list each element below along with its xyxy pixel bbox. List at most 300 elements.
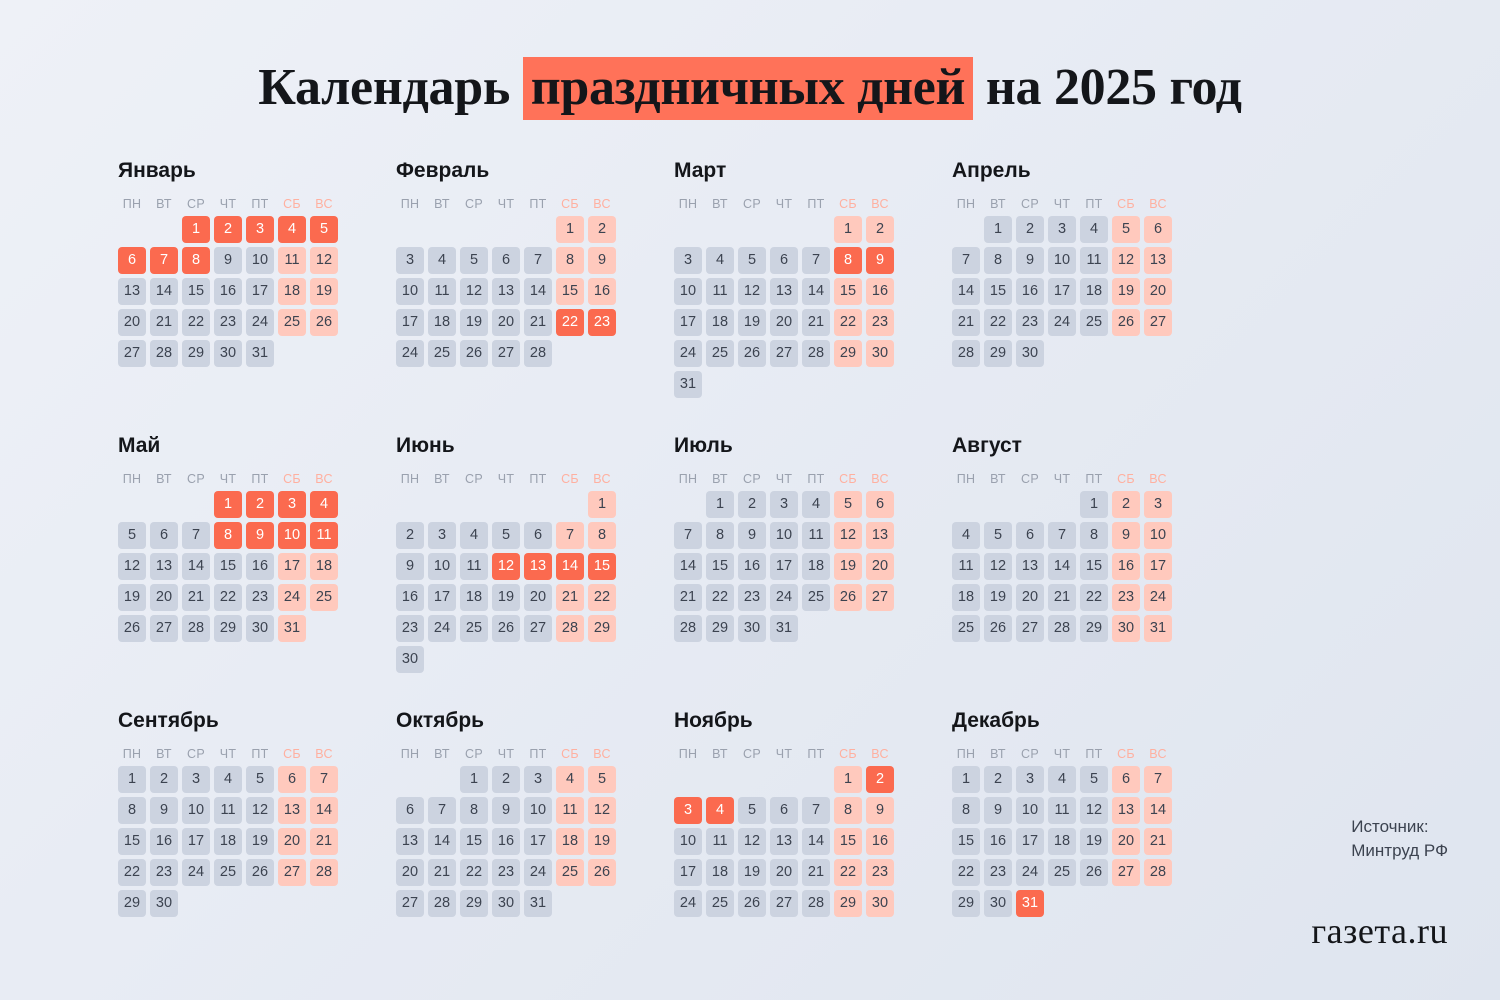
day-cell-weekend: 19: [588, 828, 616, 855]
day-cell-weekend: 22: [834, 309, 862, 336]
weekday-label: ВС: [315, 747, 333, 761]
day-cell-workday: 23: [984, 859, 1012, 886]
weekday-label: ВС: [593, 472, 611, 486]
day-cell-workday: 26: [246, 859, 274, 886]
day-cell-workday: 25: [214, 859, 242, 886]
month-block: [118, 434, 396, 709]
day-cell-weekend: 7: [310, 766, 338, 793]
month-days: [118, 491, 396, 642]
day-cell-workday: 18: [706, 309, 734, 336]
day-cell-holiday: 15: [588, 553, 616, 580]
day-cell-weekend: 14: [1144, 797, 1172, 824]
day-cell-workday: 18: [214, 828, 242, 855]
day-cell-workday: 28: [428, 890, 456, 917]
day-cell-workday: 18: [952, 584, 980, 611]
day-cell-holiday: 22: [556, 309, 584, 336]
day-cell-workday: 5: [738, 247, 766, 274]
day-cell-workday: 13: [770, 278, 798, 305]
day-cell-workday: 2: [984, 766, 1012, 793]
month-name: Август: [952, 434, 1022, 457]
day-cell-workday: 5: [738, 797, 766, 824]
month-block: [952, 434, 1230, 709]
weekday-label: СБ: [283, 197, 301, 211]
day-cell-weekend: 20: [1112, 828, 1140, 855]
day-cell-workday: 12: [118, 553, 146, 580]
day-cell-workday: 11: [952, 553, 980, 580]
weekday-label: СБ: [561, 472, 579, 486]
day-cell-workday: 6: [524, 522, 552, 549]
day-cell-weekend: 16: [588, 278, 616, 305]
weekday-label: ВТ: [990, 747, 1006, 761]
day-cell-workday: 13: [1016, 553, 1044, 580]
weekday-label: ПТ: [529, 747, 547, 761]
day-cell-empty: [524, 216, 552, 243]
month-name: Май: [118, 434, 161, 457]
day-cell-workday: 23: [150, 859, 178, 886]
day-cell-weekend: 31: [278, 615, 306, 642]
day-cell-weekend: 24: [1144, 584, 1172, 611]
weekday-label: СР: [1021, 472, 1039, 486]
weekday-label: ЧТ: [219, 747, 237, 761]
day-cell-empty: [556, 491, 584, 518]
day-cell-workday: 30: [246, 615, 274, 642]
day-cell-workday: 20: [1016, 584, 1044, 611]
day-cell-empty: [706, 766, 734, 793]
day-cell-weekend: 6: [278, 766, 306, 793]
day-cell-workday: 1: [952, 766, 980, 793]
day-cell-workday: 12: [738, 828, 766, 855]
day-cell-workday: 14: [802, 278, 830, 305]
day-cell-holiday: 4: [278, 216, 306, 243]
day-cell-workday: 6: [396, 797, 424, 824]
day-cell-workday: 7: [1048, 522, 1076, 549]
day-cell-empty: [770, 216, 798, 243]
day-cell-holiday: 7: [150, 247, 178, 274]
day-cell-workday: 23: [214, 309, 242, 336]
day-cell-holiday: 2: [214, 216, 242, 243]
day-cell-workday: 3: [1048, 216, 1076, 243]
day-cell-workday: 7: [524, 247, 552, 274]
day-cell-weekend: 9: [588, 247, 616, 274]
day-cell-workday: 7: [674, 522, 702, 549]
day-cell-workday: 6: [1016, 522, 1044, 549]
day-cell-workday: 28: [182, 615, 210, 642]
day-cell-workday: 9: [738, 522, 766, 549]
day-cell-workday: 4: [428, 247, 456, 274]
weekday-label: СБ: [1117, 472, 1135, 486]
month-name: Январь: [118, 159, 196, 182]
weekday-header-row: [118, 197, 396, 211]
day-cell-workday: 23: [738, 584, 766, 611]
weekday-label: ПТ: [1085, 197, 1103, 211]
day-cell-holiday: 4: [706, 797, 734, 824]
day-cell-workday: 11: [802, 522, 830, 549]
day-cell-workday: 10: [428, 553, 456, 580]
month-days: [674, 766, 952, 917]
day-cell-workday: 13: [118, 278, 146, 305]
day-cell-workday: 3: [396, 247, 424, 274]
day-cell-workday: 17: [770, 553, 798, 580]
day-cell-weekend: 3: [1144, 491, 1172, 518]
day-cell-weekend: 2: [588, 216, 616, 243]
day-cell-workday: 29: [1080, 615, 1108, 642]
day-cell-workday: 31: [674, 371, 702, 398]
weekday-label: ВС: [593, 197, 611, 211]
day-cell-workday: 27: [492, 340, 520, 367]
day-cell-weekend: 11: [278, 247, 306, 274]
day-cell-weekend: 4: [556, 766, 584, 793]
month-block: [118, 709, 396, 984]
day-cell-workday: 7: [428, 797, 456, 824]
weekday-label: ПН: [956, 472, 976, 486]
day-cell-weekend: 13: [866, 522, 894, 549]
weekday-label: ПТ: [251, 197, 269, 211]
day-cell-workday: 4: [706, 247, 734, 274]
day-cell-workday: 16: [246, 553, 274, 580]
day-cell-workday: 19: [460, 309, 488, 336]
day-cell-holiday: 3: [246, 216, 274, 243]
day-cell-workday: 7: [182, 522, 210, 549]
weekday-label: ПТ: [1085, 472, 1103, 486]
weekday-label: ПН: [956, 747, 976, 761]
day-cell-workday: 21: [802, 309, 830, 336]
month-days: [674, 216, 952, 398]
day-cell-workday: 25: [706, 890, 734, 917]
day-cell-workday: 8: [706, 522, 734, 549]
day-cell-weekend: 16: [1112, 553, 1140, 580]
day-cell-workday: 14: [428, 828, 456, 855]
day-cell-weekend: 15: [834, 278, 862, 305]
day-cell-workday: 22: [706, 584, 734, 611]
day-cell-weekend: 9: [1112, 522, 1140, 549]
weekday-label: ПТ: [1085, 747, 1103, 761]
day-cell-workday: 20: [770, 859, 798, 886]
day-cell-workday: 12: [738, 278, 766, 305]
page-title-part1: Календарь: [258, 59, 523, 116]
weekday-header-row: [952, 747, 1230, 761]
day-cell-holiday: 2: [866, 766, 894, 793]
day-cell-empty: [674, 766, 702, 793]
day-cell-workday: 8: [460, 797, 488, 824]
day-cell-weekend: 20: [278, 828, 306, 855]
day-cell-weekend: 18: [556, 828, 584, 855]
weekday-label: ПН: [122, 472, 142, 486]
day-cell-workday: 22: [182, 309, 210, 336]
day-cell-holiday: 3: [674, 797, 702, 824]
page-title: [0, 0, 1500, 117]
month-name: Июль: [674, 434, 733, 457]
day-cell-workday: 2: [738, 491, 766, 518]
day-cell-workday: 31: [246, 340, 274, 367]
weekday-label: ПН: [678, 747, 698, 761]
day-cell-workday: 19: [118, 584, 146, 611]
day-cell-workday: 27: [524, 615, 552, 642]
weekday-label: ЧТ: [775, 472, 793, 486]
day-cell-holiday: 9: [866, 247, 894, 274]
day-cell-weekend: 7: [1144, 766, 1172, 793]
month-block: [952, 159, 1230, 434]
month-days: [118, 766, 396, 917]
day-cell-weekend: 15: [834, 828, 862, 855]
day-cell-workday: 18: [460, 584, 488, 611]
day-cell-holiday: 11: [310, 522, 338, 549]
day-cell-workday: 13: [150, 553, 178, 580]
day-cell-workday: 11: [706, 828, 734, 855]
weekday-label: ЧТ: [497, 747, 515, 761]
day-cell-weekend: 29: [834, 890, 862, 917]
day-cell-workday: 10: [524, 797, 552, 824]
day-cell-workday: 26: [738, 340, 766, 367]
weekday-label: ВТ: [156, 197, 172, 211]
weekday-label: СР: [465, 747, 483, 761]
day-cell-empty: [492, 216, 520, 243]
weekday-label: СБ: [283, 747, 301, 761]
month-block: [396, 434, 674, 709]
day-cell-weekend: 8: [834, 797, 862, 824]
day-cell-workday: 11: [460, 553, 488, 580]
day-cell-workday: 29: [952, 890, 980, 917]
day-cell-holiday: 4: [310, 491, 338, 518]
day-cell-workday: 1: [1080, 491, 1108, 518]
weekday-label: ПН: [956, 197, 976, 211]
calendar-grid: [118, 159, 1298, 984]
weekday-label: ПН: [678, 472, 698, 486]
weekday-label: ВС: [315, 472, 333, 486]
day-cell-workday: 30: [150, 890, 178, 917]
weekday-label: ЧТ: [775, 747, 793, 761]
day-cell-workday: 7: [802, 247, 830, 274]
day-cell-workday: 21: [524, 309, 552, 336]
day-cell-workday: 15: [182, 278, 210, 305]
page-title-part2: на 2025 год: [973, 59, 1242, 116]
day-cell-workday: 20: [524, 584, 552, 611]
day-cell-holiday: 3: [278, 491, 306, 518]
day-cell-workday: 3: [182, 766, 210, 793]
day-cell-weekend: 21: [556, 584, 584, 611]
day-cell-weekend: 29: [834, 340, 862, 367]
day-cell-weekend: 19: [1112, 278, 1140, 305]
source-label: Источник:: [1351, 816, 1429, 836]
weekday-label: ЧТ: [775, 197, 793, 211]
day-cell-workday: 13: [770, 828, 798, 855]
day-cell-workday: 20: [770, 309, 798, 336]
day-cell-weekend: 21: [310, 828, 338, 855]
day-cell-empty: [952, 216, 980, 243]
day-cell-workday: 9: [150, 797, 178, 824]
day-cell-workday: 11: [1080, 247, 1108, 274]
day-cell-workday: 16: [214, 278, 242, 305]
day-cell-workday: 28: [802, 340, 830, 367]
day-cell-weekend: 5: [1112, 216, 1140, 243]
day-cell-workday: 15: [706, 553, 734, 580]
day-cell-empty: [738, 216, 766, 243]
day-cell-workday: 23: [492, 859, 520, 886]
day-cell-workday: 29: [118, 890, 146, 917]
month-name: Октябрь: [396, 709, 485, 732]
day-cell-workday: 25: [428, 340, 456, 367]
weekday-label: ПТ: [251, 472, 269, 486]
weekday-label: ЧТ: [1053, 747, 1071, 761]
day-cell-workday: 31: [770, 615, 798, 642]
weekday-label: ПТ: [807, 197, 825, 211]
day-cell-weekend: 12: [588, 797, 616, 824]
month-block: [674, 159, 952, 434]
day-cell-empty: [460, 216, 488, 243]
weekday-header-row: [118, 472, 396, 486]
day-cell-empty: [396, 216, 424, 243]
day-cell-weekend: 31: [1144, 615, 1172, 642]
day-cell-empty: [396, 766, 424, 793]
month-name: Июнь: [396, 434, 455, 457]
day-cell-workday: 9: [492, 797, 520, 824]
day-cell-weekend: 30: [1112, 615, 1140, 642]
day-cell-workday: 24: [524, 859, 552, 886]
day-cell-workday: 8: [1080, 522, 1108, 549]
day-cell-workday: 22: [1080, 584, 1108, 611]
day-cell-workday: 25: [460, 615, 488, 642]
day-cell-workday: 10: [396, 278, 424, 305]
day-cell-weekend: 2: [866, 216, 894, 243]
day-cell-workday: 15: [952, 828, 980, 855]
day-cell-empty: [802, 766, 830, 793]
day-cell-weekend: 2: [1112, 491, 1140, 518]
day-cell-weekend: 17: [278, 553, 306, 580]
day-cell-weekend: 9: [866, 797, 894, 824]
day-cell-weekend: 23: [1112, 584, 1140, 611]
month-name: Ноябрь: [674, 709, 753, 732]
weekday-label: ЧТ: [219, 197, 237, 211]
day-cell-workday: 29: [984, 340, 1012, 367]
day-cell-workday: 20: [118, 309, 146, 336]
day-cell-holiday: 9: [246, 522, 274, 549]
day-cell-workday: 3: [524, 766, 552, 793]
day-cell-weekend: 1: [556, 216, 584, 243]
day-cell-workday: 28: [674, 615, 702, 642]
day-cell-holiday: 2: [246, 491, 274, 518]
weekday-label: ПН: [122, 197, 142, 211]
day-cell-weekend: 6: [1144, 216, 1172, 243]
weekday-label: СБ: [561, 197, 579, 211]
day-cell-empty: [460, 491, 488, 518]
day-cell-empty: [952, 491, 980, 518]
day-cell-workday: 17: [428, 584, 456, 611]
day-cell-workday: 16: [150, 828, 178, 855]
month-days: [396, 766, 674, 917]
day-cell-workday: 30: [396, 646, 424, 673]
day-cell-workday: 27: [150, 615, 178, 642]
weekday-label: ВС: [871, 197, 889, 211]
day-cell-workday: 24: [1016, 859, 1044, 886]
day-cell-workday: 25: [952, 615, 980, 642]
month-name: Декабрь: [952, 709, 1040, 732]
day-cell-workday: 7: [952, 247, 980, 274]
day-cell-weekend: 27: [278, 859, 306, 886]
weekday-label: ВС: [593, 747, 611, 761]
day-cell-empty: [428, 216, 456, 243]
day-cell-weekend: 30: [866, 890, 894, 917]
day-cell-workday: 21: [428, 859, 456, 886]
day-cell-workday: 17: [674, 859, 702, 886]
brand-logo: газета.ru: [1311, 911, 1448, 951]
day-cell-empty: [674, 216, 702, 243]
day-cell-weekend: 18: [278, 278, 306, 305]
weekday-label: ВТ: [434, 472, 450, 486]
day-cell-workday: 25: [1048, 859, 1076, 886]
day-cell-workday: 18: [1048, 828, 1076, 855]
weekday-header-row: [952, 472, 1230, 486]
day-cell-workday: 1: [984, 216, 1012, 243]
month-block: [396, 159, 674, 434]
day-cell-workday: 8: [952, 797, 980, 824]
day-cell-workday: 10: [1016, 797, 1044, 824]
day-cell-weekend: 23: [866, 309, 894, 336]
day-cell-empty: [1048, 491, 1076, 518]
day-cell-weekend: 28: [556, 615, 584, 642]
day-cell-workday: 10: [182, 797, 210, 824]
day-cell-empty: [706, 216, 734, 243]
day-cell-workday: 26: [460, 340, 488, 367]
day-cell-weekend: 16: [866, 278, 894, 305]
day-cell-workday: 17: [674, 309, 702, 336]
weekday-label: СР: [187, 197, 205, 211]
day-cell-weekend: 12: [834, 522, 862, 549]
day-cell-empty: [118, 216, 146, 243]
day-cell-weekend: 5: [834, 491, 862, 518]
day-cell-workday: 28: [952, 340, 980, 367]
day-cell-workday: 17: [1048, 278, 1076, 305]
day-cell-workday: 15: [984, 278, 1012, 305]
month-days: [396, 216, 674, 367]
day-cell-holiday: 1: [214, 491, 242, 518]
page-title-highlight: праздничных дней: [523, 57, 973, 120]
day-cell-workday: 27: [770, 890, 798, 917]
day-cell-workday: 4: [802, 491, 830, 518]
weekday-label: ВТ: [156, 747, 172, 761]
day-cell-workday: 17: [396, 309, 424, 336]
day-cell-workday: 16: [492, 828, 520, 855]
day-cell-workday: 9: [1016, 247, 1044, 274]
day-cell-holiday: 13: [524, 553, 552, 580]
month-days: [952, 491, 1230, 642]
day-cell-weekend: 22: [834, 859, 862, 886]
day-cell-workday: 27: [770, 340, 798, 367]
day-cell-workday: 29: [182, 340, 210, 367]
day-cell-workday: 5: [492, 522, 520, 549]
day-cell-workday: 25: [1080, 309, 1108, 336]
month-name: Март: [674, 159, 727, 182]
day-cell-holiday: 23: [588, 309, 616, 336]
day-cell-workday: 28: [524, 340, 552, 367]
day-cell-workday: 28: [1048, 615, 1076, 642]
day-cell-workday: 24: [674, 890, 702, 917]
day-cell-workday: 24: [674, 340, 702, 367]
day-cell-workday: 19: [738, 859, 766, 886]
day-cell-holiday: 6: [118, 247, 146, 274]
day-cell-workday: 30: [1016, 340, 1044, 367]
day-cell-workday: 17: [524, 828, 552, 855]
day-cell-workday: 19: [492, 584, 520, 611]
day-cell-workday: 14: [952, 278, 980, 305]
day-cell-empty: [428, 491, 456, 518]
weekday-label: ПН: [400, 747, 420, 761]
day-cell-weekend: 28: [310, 859, 338, 886]
day-cell-workday: 8: [118, 797, 146, 824]
day-cell-empty: [674, 491, 702, 518]
day-cell-weekend: 13: [1112, 797, 1140, 824]
weekday-label: ЧТ: [1053, 197, 1071, 211]
day-cell-empty: [738, 766, 766, 793]
day-cell-holiday: 14: [556, 553, 584, 580]
